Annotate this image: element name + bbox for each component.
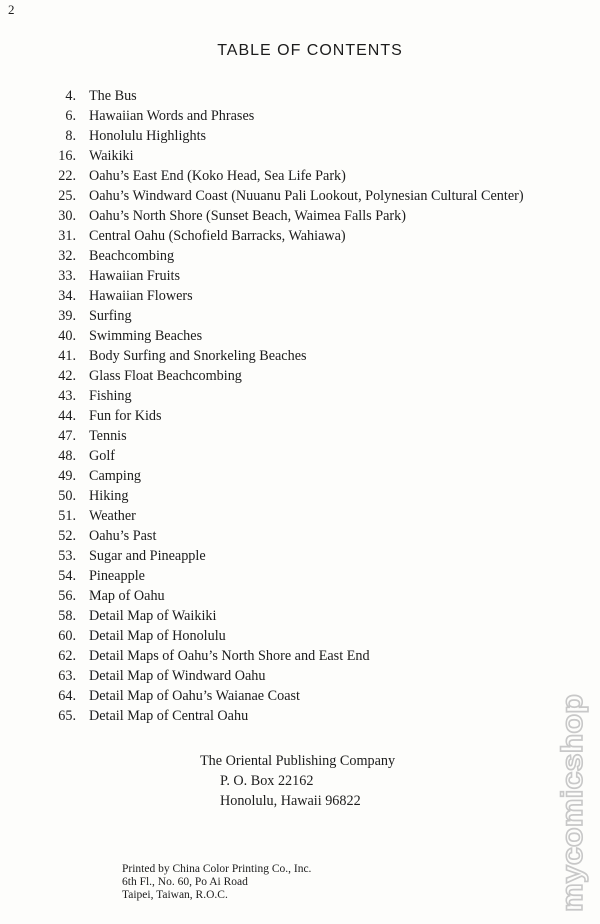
toc-entry-title: Weather [89, 508, 136, 524]
toc-entry [0, 226, 600, 246]
toc-entry [0, 566, 600, 586]
toc-entry-title: Sugar and Pineapple [89, 548, 206, 564]
toc-entry-title: Hiking [89, 488, 129, 504]
toc-entry [0, 86, 600, 106]
toc-list [0, 86, 600, 726]
toc-entry-title: Beachcombing [89, 248, 175, 264]
toc-entry-page: 52. [58, 528, 76, 544]
toc-entry-title: Detail Maps of Oahu’s North Shore and East End [89, 648, 370, 664]
toc-entry [0, 266, 600, 286]
toc-entry-page: 25. [58, 188, 76, 204]
toc-entry-title: Hawaiian Fruits [89, 268, 181, 284]
printer-line-3: Taipei, Taiwan, R.O.C. [122, 889, 228, 901]
toc-entry-page: 44. [58, 408, 76, 424]
toc-entry-page: 8. [65, 128, 76, 144]
toc-entry [0, 666, 600, 686]
toc-entry-title: Honolulu Highlights [89, 128, 207, 144]
toc-entry-title: Oahu’s Past [89, 528, 157, 544]
toc-entry-title: Waikiki [89, 148, 134, 164]
toc-entry [0, 286, 600, 306]
watermark-graphic [548, 690, 600, 916]
toc-entry-page: 6. [65, 108, 76, 124]
toc-entry-title: Camping [89, 468, 142, 484]
toc-entry-page: 32. [58, 248, 76, 264]
toc-entry [0, 246, 600, 266]
toc-entry-title: Oahu’s North Shore (Sunset Beach, Waimea Falls Park) [89, 208, 406, 224]
toc-entry-page: 58. [58, 608, 76, 624]
toc-entry-title: Map of Oahu [89, 588, 165, 604]
toc-entry-title: Detail Map of Windward Oahu [89, 668, 266, 684]
toc-entry-page: 53. [58, 548, 76, 564]
toc-entry-title: Golf [89, 448, 116, 464]
toc-entry [0, 126, 600, 146]
toc-entry [0, 206, 600, 226]
toc-entry-page: 39. [58, 308, 76, 324]
toc-entry-page: 63. [58, 668, 76, 684]
toc-entry [0, 326, 600, 346]
publisher-address-line-2: Honolulu, Hawaii 96822 [220, 793, 361, 809]
watermark-text: mycomicshop [556, 710, 589, 912]
toc-entry [0, 366, 600, 386]
toc-entry-title: Pineapple [89, 568, 145, 584]
toc-entry-title: Oahu’s East End (Koko Head, Sea Life Park) [89, 168, 346, 184]
toc-entry-page: 4. [65, 88, 76, 104]
toc-entry-page: 22. [58, 168, 76, 184]
publisher-address-line-1: P. O. Box 22162 [220, 773, 314, 789]
toc-entry-title: Glass Float Beachcombing [89, 368, 242, 384]
toc-entry-title: Tennis [89, 428, 127, 444]
toc-entry-page: 48. [58, 448, 76, 464]
toc-entry-title: Fishing [89, 388, 132, 404]
toc-entry-page: 51. [58, 508, 76, 524]
toc-entry [0, 306, 600, 326]
toc-entry [0, 466, 600, 486]
toc-entry-title: Body Surfing and Snorkeling Beaches [89, 348, 307, 364]
toc-entry [0, 506, 600, 526]
toc-entry-page: 31. [58, 228, 76, 244]
toc-entry-page: 56. [58, 588, 76, 604]
toc-entry-title: Hawaiian Words and Phrases [89, 108, 255, 124]
toc-entry-title: Central Oahu (Schofield Barracks, Wahiawa) [89, 228, 346, 244]
toc-entry-title: Swimming Beaches [89, 328, 203, 344]
toc-entry [0, 606, 600, 626]
toc-entry-title: Detail Map of Central Oahu [89, 708, 249, 724]
toc-entry-title: Detail Map of Honolulu [89, 628, 226, 644]
toc-entry-page: 43. [58, 388, 76, 404]
toc-entry [0, 166, 600, 186]
toc-entry-page: 42. [58, 368, 76, 384]
toc-entry-page: 16. [58, 148, 76, 164]
publisher-block [200, 751, 395, 811]
toc-entry-page: 62. [58, 648, 76, 664]
toc-entry-title: Detail Map of Oahu’s Waianae Coast [89, 688, 300, 704]
toc-entry [0, 426, 600, 446]
toc-entry-page: 47. [58, 428, 76, 444]
printer-line-1: Printed by China Color Printing Co., Inc. [122, 863, 312, 875]
toc-entry [0, 106, 600, 126]
toc-entry [0, 486, 600, 506]
page-title: TABLE OF CONTENTS [217, 42, 403, 59]
toc-entry-page: 49. [58, 468, 76, 484]
watermark [548, 690, 600, 916]
toc-entry [0, 186, 600, 206]
toc-entry-page: 33. [58, 268, 76, 284]
toc-entry-title: The Bus [89, 88, 137, 104]
toc-entry-page: 41. [58, 348, 76, 364]
toc-entry [0, 686, 600, 706]
toc-entry [0, 526, 600, 546]
printer-credit [122, 863, 311, 902]
toc-entry [0, 146, 600, 166]
toc-entry-page: 50. [58, 488, 76, 504]
toc-entry [0, 446, 600, 466]
toc-entry [0, 586, 600, 606]
toc-entry [0, 626, 600, 646]
toc-entry-page: 40. [58, 328, 76, 344]
printer-line-2: 6th Fl., No. 60, Po Ai Road [122, 876, 248, 888]
toc-entry [0, 406, 600, 426]
toc-entry-page: 65. [58, 708, 76, 724]
toc-entry-page: 30. [58, 208, 76, 224]
toc-entry-page: 64. [58, 688, 76, 704]
toc-entry [0, 346, 600, 366]
toc-entry-title: Oahu’s Windward Coast (Nuuanu Pali Lookout, Polynesian Cultural Center) [89, 188, 524, 204]
toc-entry-page: 60. [58, 628, 76, 644]
toc-entry-title: Hawaiian Flowers [89, 288, 193, 304]
publisher-name: The Oriental Publishing Company [200, 753, 396, 769]
toc-entry [0, 546, 600, 566]
toc-entry-title: Surfing [89, 308, 132, 324]
page-number: 2 [8, 2, 15, 17]
toc-entry-title: Fun for Kids [89, 408, 162, 424]
toc-entry-page: 34. [58, 288, 76, 304]
toc-entry-page: 54. [58, 568, 76, 584]
toc-entry-title: Detail Map of Waikiki [89, 608, 217, 624]
toc-entry [0, 386, 600, 406]
toc-entry [0, 646, 600, 666]
toc-entry [0, 706, 600, 726]
